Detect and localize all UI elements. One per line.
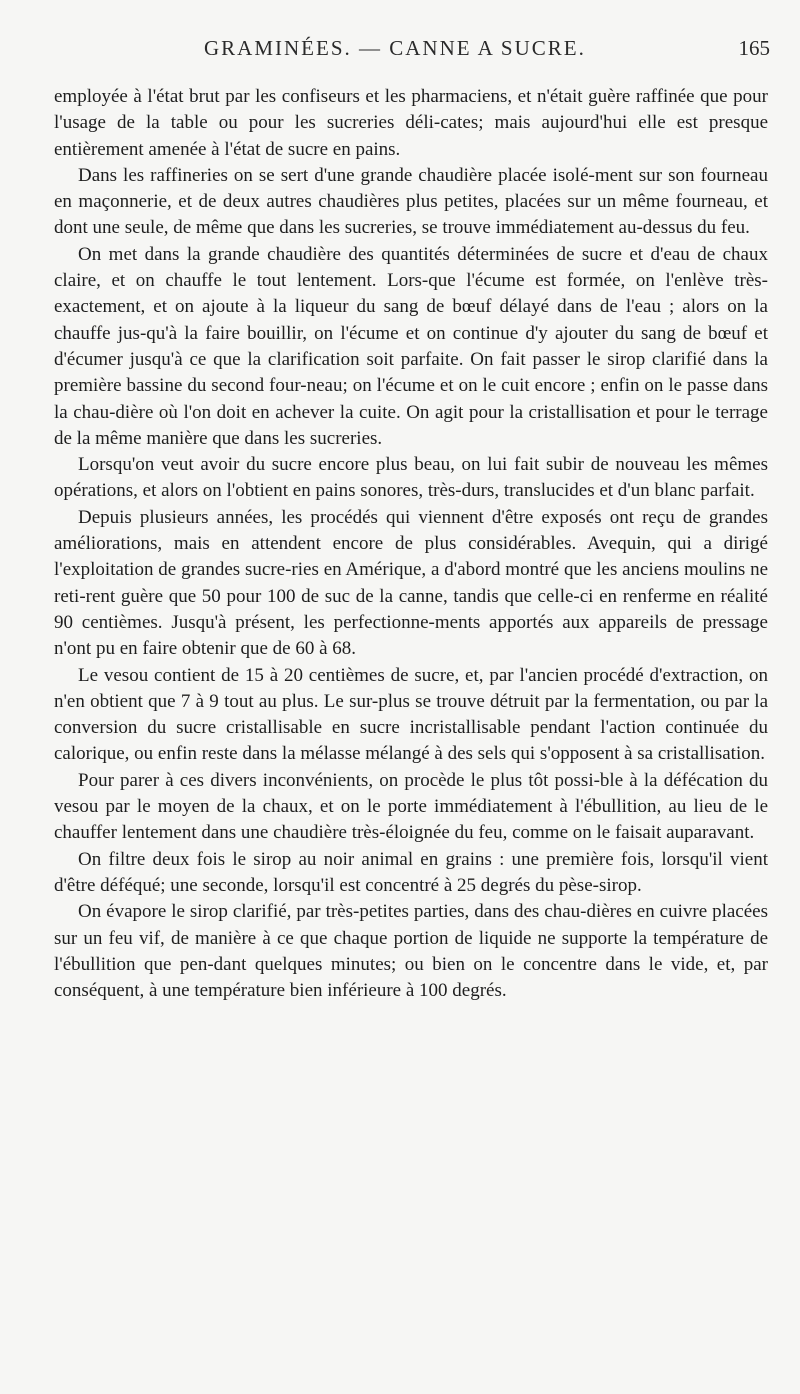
running-title: GRAMINÉES. — CANNE A SUCRE. [204,36,586,60]
paragraph: Le vesou contient de 15 à 20 centièmes de sucre, et, par l'ancien procédé d'extraction, on n'en obtient que 7 à 9 tout au plus. Le sur-plus se trouve détruit par la fermentation, ou par la conversion du sucre cristallisable en sucre incristallisable pendant l'action continuée du calorique, ou enfin reste dans la mélasse mélangé à des sels qui s'opposent à sa cristallisation. [54,664,768,765]
paragraph: Depuis plusieurs années, les procédés qui viennent d'être exposés ont reçu de grandes améliorations, mais en attendent encore de plus considérables. Avequin, qui a dirigé l'exploitation de grandes sucre-ries en Amérique, a d'abord montré que les anciens moulins ne reti-rent guère que 50 pour 100 de suc de la canne, tandis que celle-ci en renferme en réalité 90 centièmes. Jusqu'à présent, les perfectionne-ments apportés aux appareils de pressage n'ont pu en faire obtenir que de 60 à 68. [54,506,768,660]
paragraph: Lorsqu'on veut avoir du sucre encore plus beau, on lui fait subir de nouveau les mêmes opérations, et alors on l'obtient en pains sonores, très-durs, translucides et d'un blanc parfait. [54,454,768,502]
paragraph-continued: employée à l'état brut par les confiseurs et les pharmaciens, et n'était guère raffinée que pour l'usage de la table ou pour les sucreries déli-cates; mais aujourd'hui elle est presque entièrement amenée à l'état de sucre en pains. [54,86,768,160]
paragraph: On met dans la grande chaudière des quantités déterminées de sucre et d'eau de chaux claire, et on chauffe le tout lentement. Lors-que l'écume est formée, on l'enlève très-exactement, et on ajoute à la liqueur du sang de bœuf délayé dans de l'eau ; alors on la chauffe jus-qu'à la faire bouillir, on l'écume et on continue d'y ajouter du sang de bœuf et d'écumer jusqu'à ce que la clarification soit parfaite. On fait passer le sirop clarifié dans la première bassine du second four-neau; on l'écume et on le cuit encore ; enfin on le passe dans la chau-dière où l'on doit en achever la cuite. On agit pour la cristallisation et pour le terrage de la même manière que dans les sucreries. [54,243,768,449]
page-number: 165 [738,36,770,60]
paragraph: On évapore le sirop clarifié, par très-petites parties, dans des chau-dières en cuivre placées sur un feu vif, de manière à ce que chaque portion de liquide ne supporte la température de l'ébullition que pen-dant quelques minutes; ou bien on le concentre dans le vide, et, par conséquent, à une température bien inférieure à 100 degrés. [54,901,768,1002]
paragraph: Pour parer à ces divers inconvénients, on procède le plus tôt possi-ble à la défécation du vesou par le moyen de la chaux, et on le porte immédiatement à l'ébullition, au lieu de le chauffer lentement dans une chaudière très-éloignée du feu, comme on le faisait auparavant. [54,769,768,844]
page-header [54,36,770,66]
paragraph: On filtre deux fois le sirop au noir animal en grains : une première fois, lorsqu'il vient d'être déféqué; une seconde, lorsqu'il est concentré à 25 degrés du pèse-sirop. [54,848,768,896]
body-text [54,84,768,1004]
paragraph: Dans les raffineries on se sert d'une grande chaudière placée isolé-ment sur son fourneau en maçonnerie, et de deux autres chaudières plus petites, placées sur un même fourneau, et dont une seule, de même que dans les sucreries, se trouve immédiatement au-dessus du feu. [54,164,768,239]
